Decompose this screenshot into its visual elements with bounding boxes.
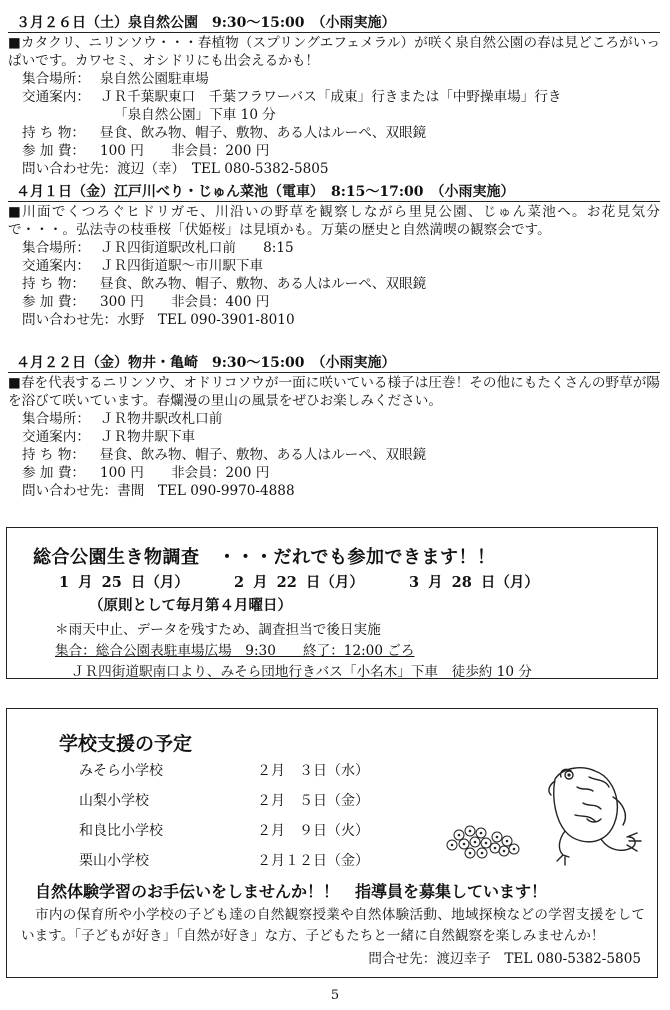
event-access: 交通案内： ＪＲ四街道駅〜市川駅下車 (22, 258, 264, 274)
survey-bus-info: ＪＲ四街道駅南口より、みそら団地行きバス「小名木」下車 徒歩約 10 分 (71, 664, 532, 680)
survey-dates (59, 571, 575, 592)
list-item: 栗山小学校 ２月１２日（金） (79, 853, 369, 869)
event-contact: 問い合わせ先：水野 TEL 090-3901-8010 (22, 312, 295, 328)
event-contact: 問い合わせ先：書間 TEL 090-9970-4888 (22, 483, 295, 499)
event-belongings: 持 ち 物： 昼食、飲み物、帽子、敷物、ある人はルーペ、双眼鏡 (22, 276, 427, 292)
survey-rule: （原則として毎月第４月曜日） (89, 597, 292, 614)
list-item: 山梨小学校 ２月 ５日（金） (79, 793, 369, 809)
event-belongings: 持 ち 物： 昼食、飲み物、帽子、敷物、ある人はルーペ、双眼鏡 (22, 447, 427, 463)
event-description: ■春を代表するニリンソウ、オドリコソウが一面に咲いている様子は圧巻！その他にもたくさんの野草が陽を浴びて咲いています。春爛漫の里山の風景をぜひお楽しみください。 (8, 375, 660, 409)
event-belongings: 持 ち 物： 昼食、飲み物、帽子、敷物、ある人はルーペ、双眼鏡 (22, 125, 427, 141)
event-meeting-place: 集合場所： 泉自然公園駐車場 (22, 71, 209, 87)
event-access: 交通案内： ＪＲ物井駅下車 (22, 429, 196, 445)
survey-date: 1 月 25 日（月） (59, 574, 189, 591)
volunteer-body: 市内の保育所や小学校の子ども達の自然観察授業や自然体験活動、地域探検などの学習支援をしています。「子どもが好き」「自然が好き」な方、子どもたちと一緒に自然観察を楽しみませんか！ (21, 907, 645, 944)
survey-note: ＊雨天中止、データを残すため、調査担当で後日実施 (55, 622, 381, 638)
event-meeting-place: 集合場所： ＪＲ物井駅改札口前 (22, 411, 223, 427)
event-monoi (8, 354, 660, 500)
event-edogawa (8, 183, 660, 329)
event-izumi (8, 14, 660, 178)
volunteer-title: 自然体験学習のお手伝いをしませんか！！ 指導員を募集しています！ (35, 882, 548, 901)
event-meeting-place: 集合場所： ＪＲ四街道駅改札口前 8:15 (22, 240, 294, 256)
event-description: ■カタクリ、ニリンソウ・・・春植物（スプリングエフェメラル）が咲く泉自然公園の春は見どころがいっぱいです。カワセミ、オシドリにも出会えるかも！ (8, 35, 660, 69)
event-fee: 参 加 費： 100 円 非会員：200 円 (22, 465, 270, 481)
survey-title: 総合公園生き物調査 ・・・だれでも参加できます！！ (33, 547, 496, 568)
event-heading: ４月２２日（金）物井・亀崎 9:30〜15:00 （小雨実施） (8, 354, 660, 373)
event-heading: ４月１日（金）江戸川べり・じゅん菜池（電車） 8:15〜17:00 （小雨実施） (8, 183, 660, 202)
survey-box (6, 527, 658, 679)
survey-date: 2 月 22 日（月） (233, 574, 364, 591)
school-support-box (6, 708, 658, 978)
event-description: ■川面でくつろぐヒドリガモ、川沿いの野草を観察しながら里見公園、じゅん菜池へ。お花見気分で・・・。弘法寺の枝垂桜「伏姫桜」は見頃かも。万葉の歴史と自然満喫の観察会です。 (8, 204, 660, 238)
event-access-cont: 「泉自然公園」下車 10 分 (114, 107, 276, 123)
school-list (79, 762, 399, 882)
event-contact: 問い合わせ先：渡辺（幸） TEL 080-5382-5805 (22, 161, 329, 177)
survey-date: 3 月 28 日（月） (408, 574, 539, 591)
page-number: 5 (330, 988, 340, 1003)
event-fee: 参 加 費： 100 円 非会員：200 円 (22, 143, 270, 159)
event-access: 交通案内： ＪＲ千葉駅東口 千葉フラワーバス「成東」行きまたは「中野操車場」行き (22, 89, 562, 105)
volunteer-contact: 問合せ先：渡辺幸子 TEL 080-5382-5805 (368, 951, 641, 967)
event-fee: 参 加 費： 300 円 非会員：400 円 (22, 294, 270, 310)
frog-and-eggs-illustration (437, 757, 647, 877)
list-item: みそら小学校 ２月 ３日（水） (79, 763, 369, 779)
list-item: 和良比小学校 ２月 ９日（火） (79, 823, 369, 839)
event-heading: ３月２６日（土）泉自然公園 9:30〜15:00 （小雨実施） (8, 14, 660, 33)
survey-meeting: 集合：総合公園表駐車場広場 9:30 終了：12:00 ごろ (55, 643, 415, 659)
school-title: 学校支援の予定 (59, 733, 193, 755)
